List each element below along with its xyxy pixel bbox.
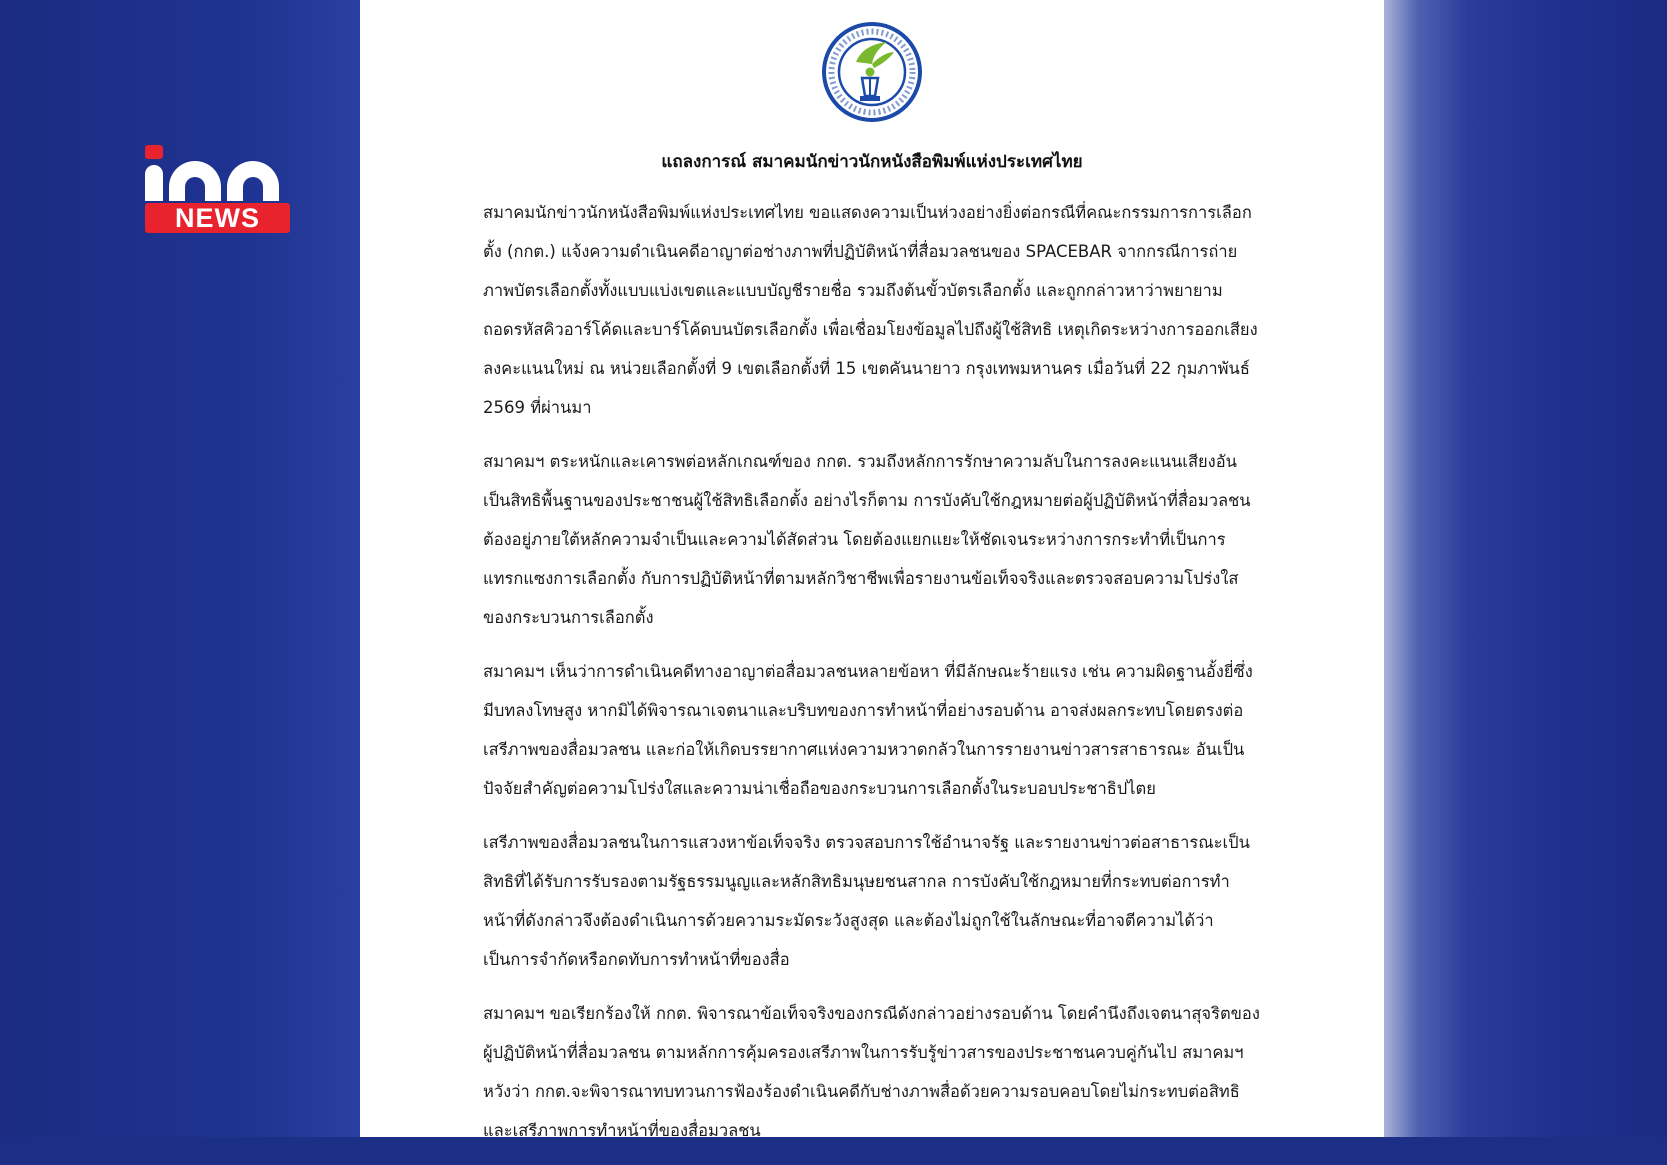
logo-news-label: NEWS <box>145 203 290 233</box>
statement-paragraph: สมาคมนักข่าวนักหนังสือพิมพ์แห่งประเทศไทย ขอแสดงความเป็นห่วงอย่างยิ่งต่อกรณีที่คณะกรรมการการเลือกตั้ง (กกต.) แจ้งความดำเนินคดีอาญาต่อช่างภาพที่ปฏิบัติหน้าที่สื่อมวลชนของ SPACEBAR จากกรณีการถ่ายภาพบัตรเลือกตั้งทั้งแบบแบ่งเขตและแบบบัญชีรายชื่อ รวมถึงต้นขั้วบัตรเลือกตั้ง และถูกกล่าวหาว่าพยายามถอดรหัสคิวอาร์โค้ดและบาร์โค้ดบนบัตรเลือกตั้ง เพื่อเชื่อมโยงข้อมูลไปถึงผู้ใช้สิทธิ เหตุเกิดระหว่างการออกเสียงลงคะแนนใหม่ ณ หน่วยเลือกตั้งที่ 9 เขตเลือกตั้งที่ 15 เขตคันนายาว กรุงเทพมหานคร เมื่อวันที่ 22 กุมภาพันธ์ 2569 ที่ผ่านมา <box>483 203 1258 417</box>
inn-wordmark <box>145 145 290 201</box>
logo-letter-n <box>227 161 279 201</box>
inn-news-logo <box>145 145 290 233</box>
statement-document <box>360 0 1384 1140</box>
statement-body <box>483 193 1263 1165</box>
background-right <box>1384 0 1667 1137</box>
statement-paragraph: สมาคมฯ ตระหนักและเคารพต่อหลักเกณฑ์ของ กกต. รวมถึงหลักการรักษาความลับในการลงคะแนนเสียงอันเป็นสิทธิพื้นฐานของประชาชนผู้ใช้สิทธิเลือกตั้ง อย่างไรก็ตาม การบังคับใช้กฎหมายต่อผู้ปฏิบัติหน้าที่สื่อมวลชนต้องอยู่ภายใต้หลักความจำเป็นและความได้สัดส่วน โดยต้องแยกแยะให้ชัดเจนระหว่างการกระทำที่เป็นการแทรกแซงการเลือกตั้ง กับการปฏิบัติหน้าที่ตามหลักวิชาชีพเพื่อรายงานข้อเท็จจริงและตรวจสอบความโปร่งใสของกระบวนการเลือกตั้ง <box>483 452 1251 627</box>
logo-letter-n <box>169 161 221 201</box>
statement-title: แถลงการณ์ สมาคมนักข่าวนักหนังสือพิมพ์แห่งประเทศไทย <box>661 152 1083 172</box>
thai-journalists-association-seal-icon <box>822 22 922 122</box>
logo-letter-i <box>145 145 163 201</box>
statement-paragraph: สมาคมฯ ขอเรียกร้องให้ กกต. พิจารณาข้อเท็จจริงของกรณีดังกล่าวอย่างรอบด้าน โดยคำนึงถึงเจตนาสุจริตของผู้ปฏิบัติหน้าที่สื่อมวลชน ตามหลักการคุ้มครองเสรีภาพในการรับรู้ข่าวสารของประชาชนควบคู่กันไป สมาคมฯหวังว่า กกต.จะพิจารณาทบทวนการฟ้องร้องดำเนินคดีกับช่างภาพสื่อด้วยความรอบคอบโดยไม่กระทบต่อสิทธิและเสรีภาพการทำหน้าที่ของสื่อมวลชน <box>483 1004 1260 1140</box>
statement-paragraph: สมาคมฯ เห็นว่าการดำเนินคดีทางอาญาต่อสื่อมวลชนหลายข้อหา ที่มีลักษณะร้ายแรง เช่น ความผิดฐานอั้งยี่ซึ่งมีบทลงโทษสูง หากมิได้พิจารณาเจตนาและบริบทของการทำหน้าที่อย่างรอบด้าน อาจส่งผลกระทบโดยตรงต่อเสรีภาพของสื่อมวลชน และก่อให้เกิดบรรยากาศแห่งความหวาดกลัวในการรายงานข่าวสารสาธารณะ อันเป็นปัจจัยสำคัญต่อความโปร่งใสและความน่าเชื่อถือของกระบวนการเลือกตั้งในระบอบประชาธิปไตย <box>483 662 1253 798</box>
statement-paragraph: เสรีภาพของสื่อมวลชนในการแสวงหาข้อเท็จจริง ตรวจสอบการใช้อำนาจรัฐ และรายงานข่าวต่อสาธารณะเป็นสิทธิที่ได้รับการรับรองตามรัฐธรรมนูญและหลักสิทธิมนุษยชนสากล การบังคับใช้กฎหมายที่กระทบต่อการทำหน้าที่ดังกล่าวจึงต้องดำเนินการด้วยความระมัดระวังสูงสุด และต้องไม่ถูกใช้ในลักษณะที่อาจตีความได้ว่าเป็นการจำกัดหรือกดทับการทำหน้าที่ของสื่อ <box>483 833 1250 969</box>
